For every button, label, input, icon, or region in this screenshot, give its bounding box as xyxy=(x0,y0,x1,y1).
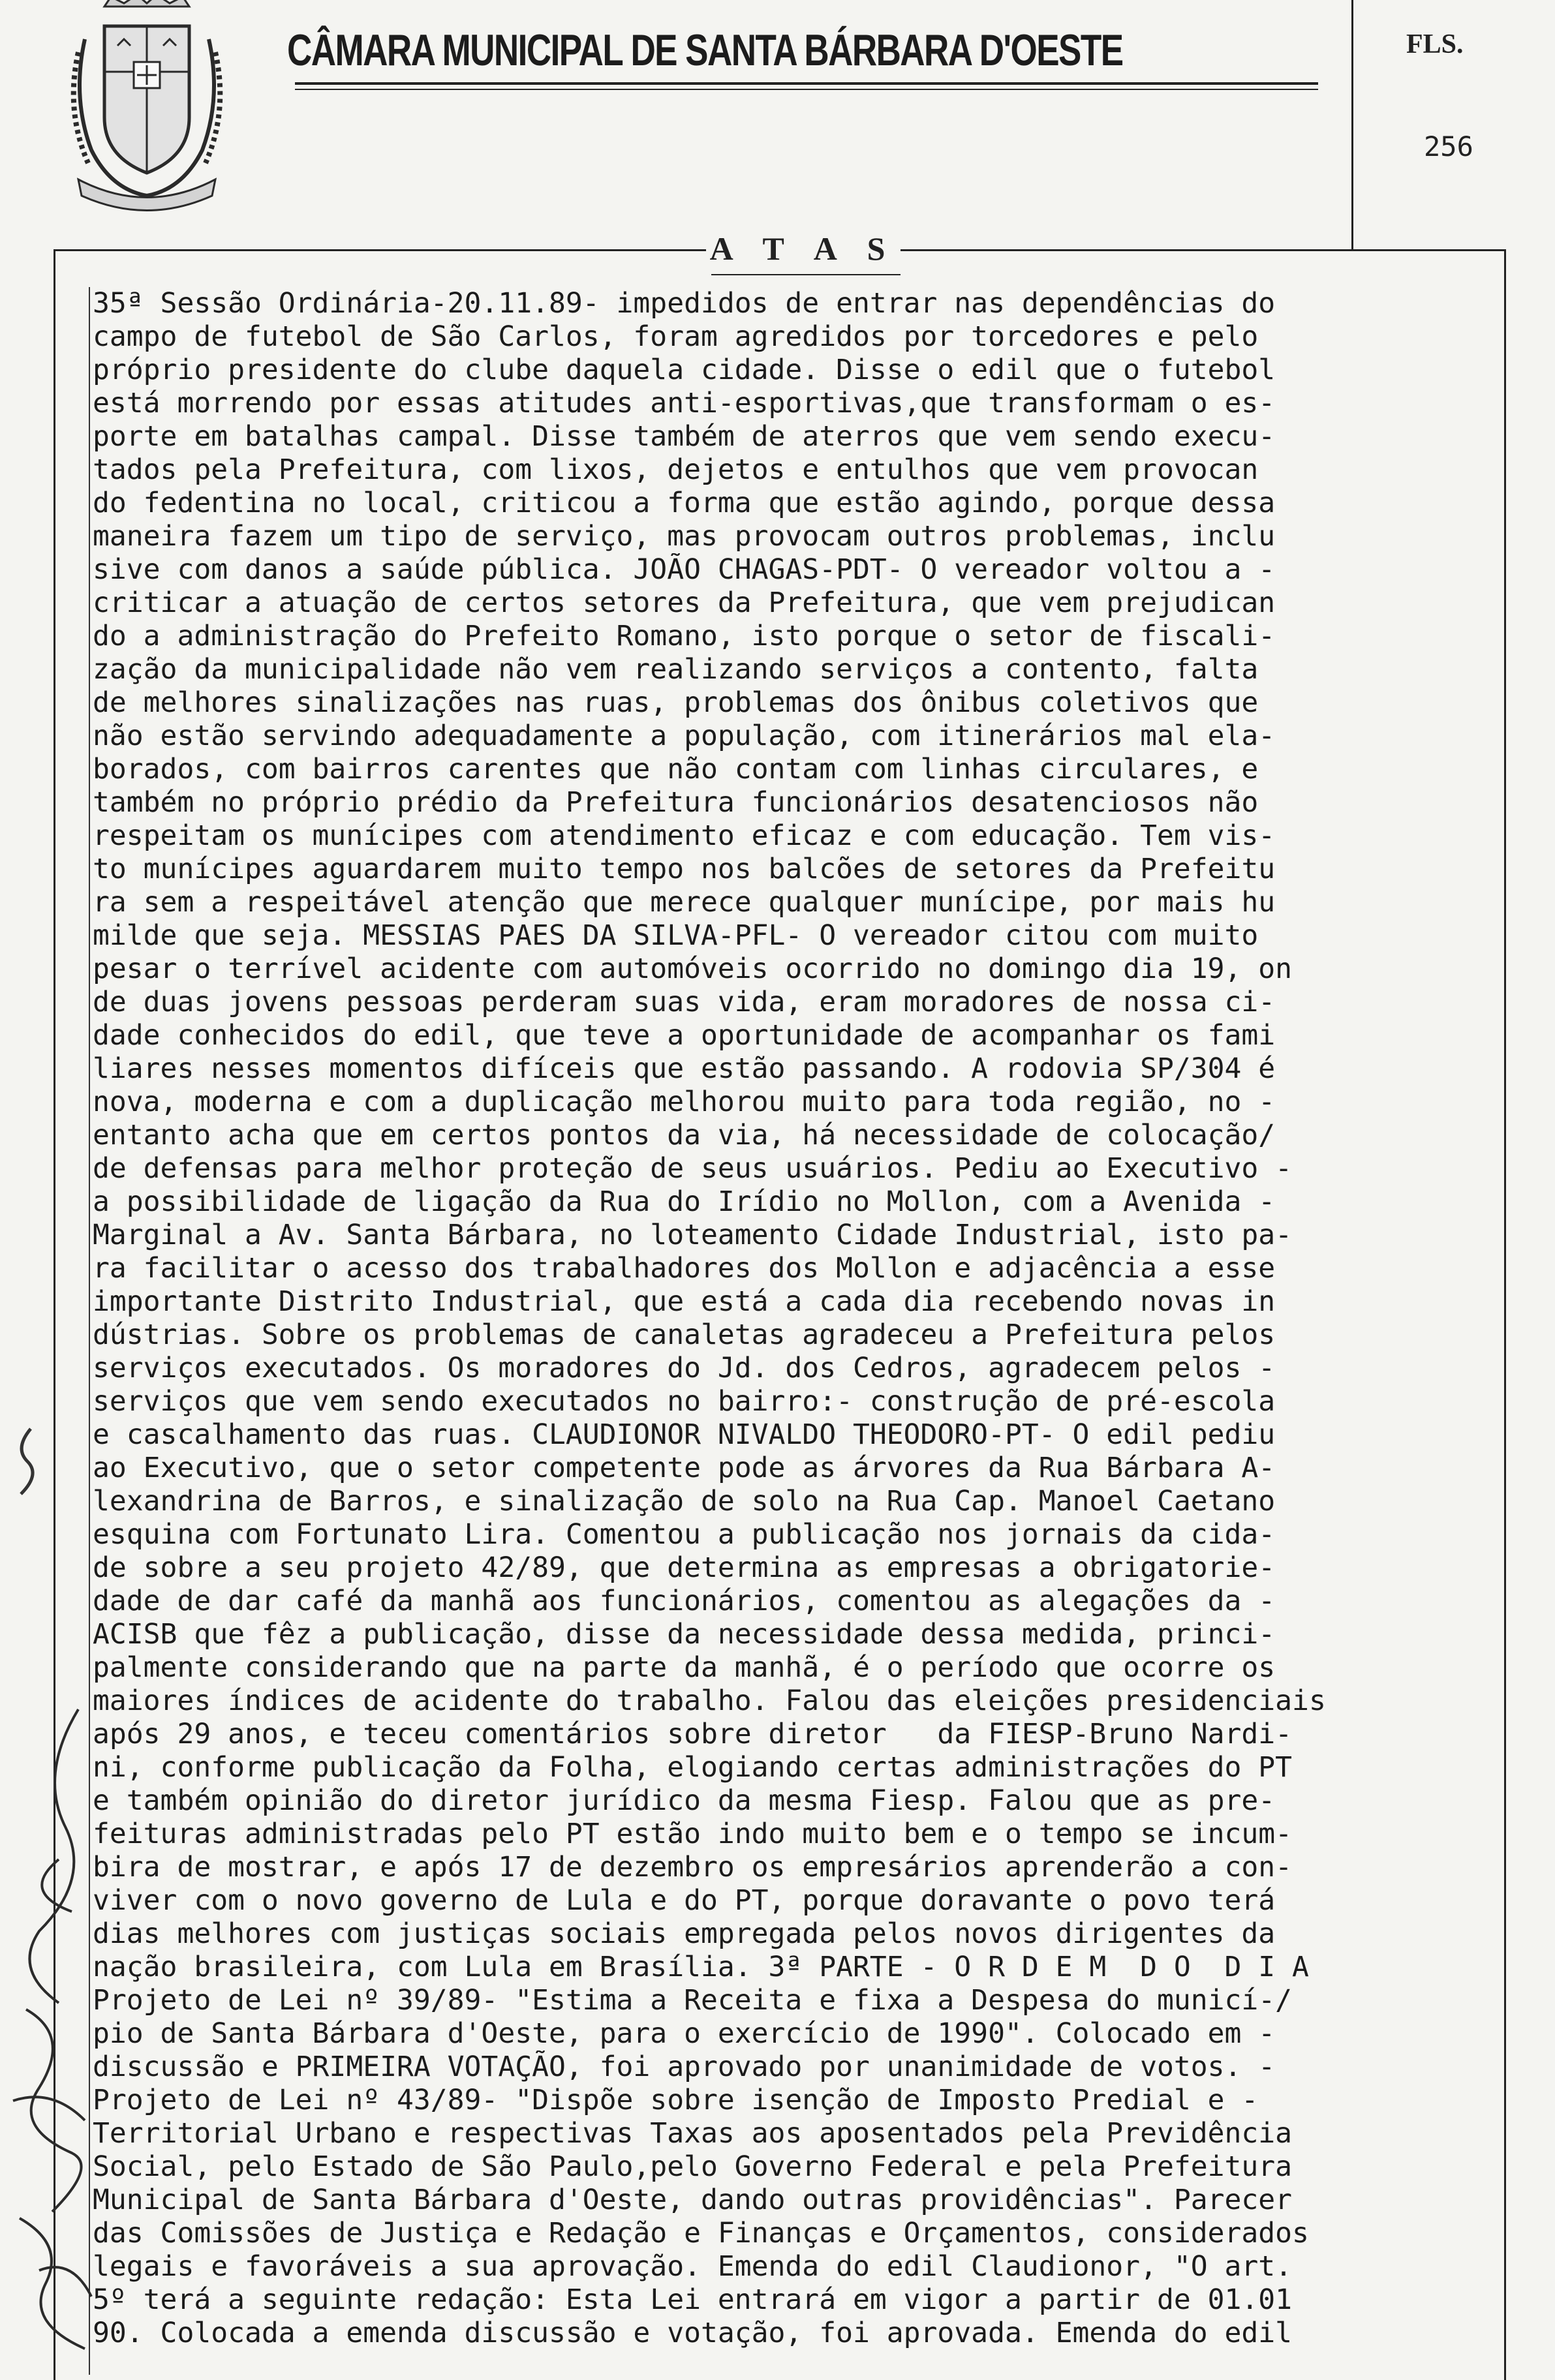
municipal-crest-icon xyxy=(59,0,235,215)
text-line: ra sem a respeitável atenção que merece qualquer munícipe, por mais hu xyxy=(93,886,1276,919)
text-line: serviços executados. Os moradores do Jd. dos Cedros, agradecem pelos - xyxy=(93,1352,1276,1384)
text-line: importante Distrito Industrial, que está a cada dia recebendo novas in xyxy=(93,1285,1276,1318)
text-line: 90. Colocada a emenda discussão e votação, foi aprovada. Emenda do edil xyxy=(93,2317,1293,2349)
text-line: 35ª Sessão Ordinária-20.11.89- impedidos de entrar nas dependências do xyxy=(93,287,1276,320)
margin-annotation-mark xyxy=(8,1422,47,1501)
chamber-name-title: CÂMARA MUNICIPAL DE SANTA BÁRBARA D'OESTE xyxy=(287,25,1123,75)
text-line: feituras administradas pelo PT estão indo muito bem e o tempo se incum- xyxy=(93,1818,1293,1850)
frame-top-rule-right xyxy=(901,249,1506,251)
text-line: Marginal a Av. Santa Bárbara, no loteamento Cidade Industrial, isto pa- xyxy=(93,1219,1293,1251)
text-line: entanto acha que em certos pontos da via, há necessidade de colocação/ xyxy=(93,1119,1276,1152)
text-line: ni, conforme publicação da Folha, elogiando certas administrações do PT xyxy=(93,1751,1293,1784)
text-line: e cascalhamento das ruas. CLAUDIONOR NIVALDO THEODORO-PT- O edil pediu xyxy=(93,1418,1276,1451)
text-line: lexandrina de Barros, e sinalização de solo na Rua Cap. Manoel Caetano xyxy=(93,1485,1276,1518)
section-title: A T A S xyxy=(709,230,897,267)
text-line: Projeto de Lei nº 39/89- "Estima a Receita e fixa a Despesa do municí-/ xyxy=(93,1984,1293,2017)
text-line: milde que seja. MESSIAS PAES DA SILVA-PFL- O vereador citou com muito xyxy=(93,919,1259,952)
text-line: viver com o novo governo de Lula e do PT, porque doravante o povo terá xyxy=(93,1884,1276,1917)
text-line: respeitam os munícipes com atendimento eficaz e com educação. Tem vis- xyxy=(93,819,1276,852)
page-number: 256 xyxy=(1424,130,1473,162)
text-line: ACISB que fêz a publicação, disse da necessidade dessa medida, princi- xyxy=(93,1618,1276,1651)
text-line: dade conhecidos do edil, que teve a oportunidade de acompanhar os fami xyxy=(93,1019,1276,1052)
text-line: liares nesses momentos difíceis que estão passando. A rodovia SP/304 é xyxy=(93,1052,1276,1085)
text-line: campo de futebol de São Carlos, foram agredidos por torcedores e pelo xyxy=(93,320,1259,353)
text-line: Projeto de Lei nº 43/89- "Dispõe sobre isenção de Imposto Predial e - xyxy=(93,2084,1259,2116)
text-line: das Comissões de Justiça e Redação e Finanças e Orçamentos, considerados xyxy=(93,2217,1309,2250)
text-line: ao Executivo, que o setor competente pode as árvores da Rua Bárbara A- xyxy=(93,1452,1276,1484)
text-line: nação brasileira, com Lula em Brasília. 3ª PARTE - O R D E M D O D I A xyxy=(93,1951,1309,1983)
text-line: to munícipes aguardarem muito tempo nos balcões de setores da Prefeitu xyxy=(93,853,1276,885)
text-line: dade de dar café da manhã aos funcionários, comentou as alegações da - xyxy=(93,1585,1276,1617)
text-line: também no próprio prédio da Prefeitura funcionários desatenciosos não xyxy=(93,786,1259,819)
text-line: tados pela Prefeitura, com lixos, dejetos e entulhos que vem provocan xyxy=(93,453,1259,486)
text-line: bira de mostrar, e após 17 de dezembro os empresários aprenderão a con- xyxy=(93,1851,1293,1884)
text-line: pio de Santa Bárbara d'Oeste, para o exercício de 1990". Colocado em - xyxy=(93,2017,1276,2050)
text-line: serviços que vem sendo executados no bairro:- construção de pré-escola xyxy=(93,1385,1276,1418)
text-line: de sobre a seu projeto 42/89, que determina as empresas a obrigatorie- xyxy=(93,1551,1276,1584)
text-line: legais e favoráveis a sua aprovação. Emenda do edil Claudionor, "O art. xyxy=(93,2250,1293,2283)
text-line: dias melhores com justiças sociais empregada pelos novos dirigentes da xyxy=(93,1917,1276,1950)
text-line: de duas jovens pessoas perderam suas vida, eram moradores de nossa ci- xyxy=(93,986,1276,1018)
section-title-underline xyxy=(711,274,901,275)
text-line: do a administração do Prefeito Romano, isto porque o setor de fiscali- xyxy=(93,620,1276,652)
text-line: palmente considerando que na parte da manhã, é o período que ocorre os xyxy=(93,1651,1276,1684)
minutes-text xyxy=(93,287,1502,2350)
text-line: de melhores sinalizações nas ruas, problemas dos ônibus coletivos que xyxy=(93,686,1259,719)
text-line: 5º terá a seguinte redação: Esta Lei entrará em vigor a partir de 01.01 xyxy=(93,2283,1293,2316)
text-line: a possibilidade de ligação da Rua do Irídio no Mollon, com a Avenida - xyxy=(93,1185,1276,1218)
text-line: discussão e PRIMEIRA VOTAÇÃO, foi aprovado por unanimidade de votos. - xyxy=(93,2051,1276,2083)
text-line: nova, moderna e com a duplicação melhorou muito para toda região, no - xyxy=(93,1086,1276,1118)
text-line: Territorial Urbano e respectivas Taxas aos aposentados pela Previdência xyxy=(93,2117,1293,2150)
text-line: próprio presidente do clube daquela cidade. Disse o edil que o futebol xyxy=(93,354,1276,386)
text-line: sive com danos a saúde pública. JOÃO CHAGAS-PDT- O vereador voltou a - xyxy=(93,553,1276,586)
header-rule xyxy=(295,82,1318,85)
text-line: pesar o terrível acidente com automóveis ocorrido no domingo dia 19, on xyxy=(93,953,1293,985)
fls-label: FLS. xyxy=(1406,29,1464,59)
text-line: não estão servindo adequadamente a população, com itinerários mal ela- xyxy=(93,720,1276,752)
text-line: de defensas para melhor proteção de seus usuários. Pediu ao Executivo - xyxy=(93,1152,1293,1185)
text-line: maneira fazem um tipo de serviço, mas provocam outros problemas, inclu xyxy=(93,520,1276,553)
header-rule-thin xyxy=(295,89,1318,90)
frame-top-rule-left xyxy=(54,249,706,251)
text-line: borados, com bairros carentes que não contam com linhas circulares, e xyxy=(93,753,1259,786)
text-line: após 29 anos, e teceu comentários sobre diretor da FIESP-Bruno Nardi- xyxy=(93,1718,1293,1750)
fls-divider xyxy=(1351,0,1353,249)
text-line: maiores índices de acidente do trabalho. Falou das eleições presidenciais xyxy=(93,1685,1326,1717)
text-line: do fedentina no local, criticou a forma que estão agindo, porque dessa xyxy=(93,487,1276,519)
text-line: zação da municipalidade não vem realizando serviços a contento, falta xyxy=(93,653,1259,686)
text-line: porte em batalhas campal. Disse também de aterros que vem sendo execu- xyxy=(93,420,1276,453)
text-line: e também opinião do diretor jurídico da mesma Fiesp. Falou que as pre- xyxy=(93,1784,1276,1817)
text-line: criticar a atuação de certos setores da Prefeitura, que vem prejudican xyxy=(93,587,1276,619)
text-line: ra facilitar o acesso dos trabalhadores dos Mollon e adjacência a esse xyxy=(93,1252,1276,1285)
text-line: dústrias. Sobre os problemas de canaletas agradeceu a Prefeitura pelos xyxy=(93,1319,1276,1351)
text-line: esquina com Fortunato Lira. Comentou a publicação nos jornais da cida- xyxy=(93,1518,1276,1551)
handwritten-signature xyxy=(0,1696,104,2380)
text-line: Social, pelo Estado de São Paulo,pelo Governo Federal e pela Prefeitura xyxy=(93,2150,1293,2183)
text-line: está morrendo por essas atitudes anti-esportivas,que transformam o es- xyxy=(93,387,1276,420)
text-line: Municipal de Santa Bárbara d'Oeste, dando outras providências". Parecer xyxy=(93,2184,1293,2216)
